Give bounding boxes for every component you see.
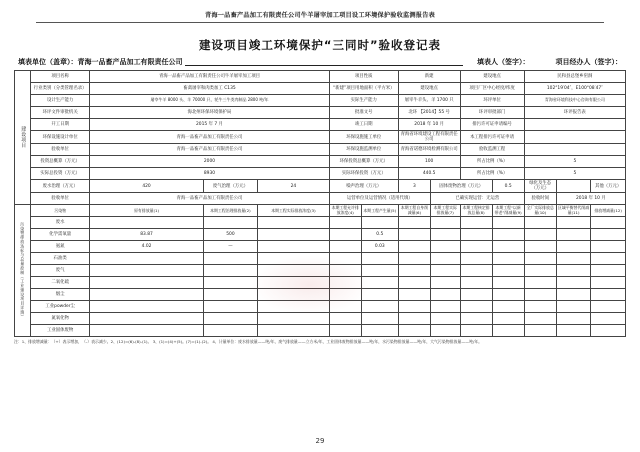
pollutant-cell [398,313,430,325]
col-header-generated: 本期工程产生量(5) [361,205,398,217]
pollutant-cell [203,253,257,265]
cell [492,217,524,229]
pollutant-cell [258,289,330,301]
pollutant-cell [398,229,430,241]
pollutant-cell [492,301,524,313]
pollutant-cell [524,313,556,325]
filler-unit-label: 填表单位（盖章）：青海一品畜产品加工有限责任公司 [18,58,183,66]
cell [361,217,398,229]
table-row [15,131,626,144]
pollutant-cell [258,313,330,325]
pollutant-cell [258,301,330,313]
table-row [15,95,626,107]
pollutant-cell [398,289,430,301]
pollutant-cell [556,253,591,265]
pollutant-cell [361,313,398,325]
pollutant-header-row [15,205,626,217]
table-row [15,313,626,325]
cell-value-permit-apply [524,131,625,144]
table-row [15,253,626,265]
pollutant-cell [492,277,524,289]
cell-label-acceptance-time: 验收时间 [524,193,556,205]
pollutant-cell [90,325,204,337]
pollutant-cell [492,265,524,277]
table-row [15,289,626,301]
cell-label-solid-waste-cost: 固体废物治理（万元） [430,180,492,193]
cell-value-acceptance-unit2: 青海一品畜产品加工有限责任公司 [90,193,329,205]
pollutant-cell [203,301,257,313]
col-header-new-for-old: 本期工程“以新带老”削减量(9) [492,205,524,217]
pollutant-section-wastewater: 废水 [31,217,90,229]
pollutant-cell [524,289,556,301]
project-agent-label: 项目经办人（签字）： [555,58,622,66]
cell-value-greening-cost [556,180,591,193]
cell-label-construct-unit: 环保设施施工单位 [329,131,398,144]
pollutant-cell [460,301,492,313]
cell-value-design-capacity: 屠宰牛羊 8000 头、羊 70000 只、牦牛三牛类肉制品 2800 吨/年 [90,95,329,107]
cell-label-noise-cost: 噪声治理（万元） [329,180,398,193]
cell-label-total-budget: 投资总概算（万元） [31,156,90,168]
cell [460,217,492,229]
cell-value-construct-unit: 青海省环境建设工程有限责任公司 [398,131,460,144]
cell-value-land-area: 建设地点 [398,83,460,95]
cell-value-actual-env: 440.5 [398,168,460,180]
pollutant-cell [203,325,257,337]
table-row [15,119,626,131]
table-row [15,144,626,156]
cell-value-actual-total: 8930 [90,168,329,180]
pollutant-name: 工业powder尘 [31,301,90,313]
pollutant-name: 氮氧化物 [31,313,90,325]
filler-person-label: 填表人（签字）： [477,58,530,66]
pollutant-cell [524,253,556,265]
cell-label-coordinates: 项目厂区中心经度/纬度 [460,83,524,95]
col-header-self-reduce: 本期工程自身削减量(6) [398,205,430,217]
pollutant-cell [329,289,361,301]
pollutant-cell [329,313,361,325]
pollutant-cell [329,301,361,313]
pollutant-cell [398,301,430,313]
cell [203,217,257,229]
pollutant-cell [203,277,257,289]
running-header: 青海一品畜产品加工有限责任公司牛羊屠宰加工项目设工环境保护验收监测报告表 [205,12,435,19]
cell-value-acceptance-time: 2018 年 10 月 [556,193,625,205]
pollutant-cell [329,277,361,289]
cell-value-monitor-unit: 青海省诺德环境检测有限公司 [398,144,460,156]
pollutant-cell [591,325,626,337]
table-row [15,83,626,95]
cell-label-industry: 行业类别（分类管理名录） [31,83,90,95]
pollutant-cell [430,289,460,301]
row-group-build [15,71,31,205]
table-row [15,156,626,168]
cell-label-wastewater-cost: 废水治理（万元） [31,180,90,193]
cell-value-budget-ratio: 5 [524,156,625,168]
cell-value-approval-authority: 海北州环保环境保护局 [90,107,329,119]
pollutant-cell [492,229,524,241]
cell-label-acceptance-project: 验收监测工程 [460,144,524,156]
pollutant-cell [556,241,591,253]
pollutant-cell [460,313,492,325]
col-header-pollutant: 污染物 [31,205,90,217]
cell-label-start-date: 开工日期 [31,119,90,131]
pollutant-cell [90,265,204,277]
col-header-allowed-conc: 本期工程允许排放浓度(4) [329,205,361,217]
cell-label-acceptance-unit2: 验收单位 [31,193,90,205]
pollutant-cell [591,229,626,241]
cell-label-design-capacity: 设计生产能力 [31,95,90,107]
pollutant-cell [591,301,626,313]
pollutant-cell [430,241,460,253]
cell [591,217,626,229]
pollutant-cell [329,265,361,277]
cell-value-solid-waste-cost: 0.5 [492,180,524,193]
pollutant-cell [203,313,257,325]
cell-label-actual-env: 实际环保投资（万元） [329,168,398,180]
col-header-original: 原有排放量(1) [90,205,204,217]
pollutant-cell [492,241,524,253]
pollutant-cell [361,289,398,301]
col-header-actual-conc: 本期工程实际排放浓度(3) [258,205,330,217]
cell-label-env-budget: 环保投资总概算（万元） [329,156,398,168]
table-row [15,107,626,119]
header-divider [36,22,604,23]
cell-value-design-unit: 青海一品畜产品加工有限责任公司 [90,131,329,144]
table-row [15,193,626,205]
cell-label-budget-ratio: 所占比例（%） [460,156,524,168]
cell [398,217,430,229]
pollutant-section-row [15,217,626,229]
pollutant-cell [203,289,257,301]
pollutant-cell [524,229,556,241]
table-row [15,71,626,83]
cell-value-total-budget: 2000 [90,156,329,168]
cell-label-waste-gas-cost: 废气治理（万元） [203,180,257,193]
row-group-pollutant-label: 污染物排放达标与总量控制（工业建设项目详填） [20,221,26,319]
pollutant-cell [460,289,492,301]
signature-rule [185,64,464,66]
pollutant-name: 化学需氧量 [31,229,90,241]
table-row [15,241,626,253]
pollutant-cell [591,313,626,325]
pollutant-cell [361,325,398,337]
pollutant-name: 烟尘 [31,289,90,301]
cell-value-start-date: 2015 年 7 月 [90,119,329,131]
pollutant-cell [90,301,204,313]
cell-label-actual-capacity: 实际生产能力 [329,95,398,107]
cell-label-project-nature: 项目性质 [329,71,398,83]
col-header-treated: 本期工程治理排放量(2) [203,205,257,217]
cell-value-build-site: 民和县总堡乡窑洞 [524,71,625,83]
cell [258,217,330,229]
cell-value-waste-gas-cost: 24 [258,180,330,193]
table-row [15,325,626,337]
pollutant-cell [430,253,460,265]
pollutant-cell [430,265,460,277]
col-header-approved-total: 本期工程核定排放总量(8) [460,205,492,217]
pollutant-cell [460,241,492,253]
pollutant-cell [556,277,591,289]
cell-label-approval-authority: 环评文件审批机关 [31,107,90,119]
cell-value-project-name: 青海一品畜产品加工有限责任公司牛羊屠宰加工项目 [90,71,329,83]
pollutant-cell [361,265,398,277]
cell [430,217,460,229]
pollutant-cell: — [203,241,257,253]
pollutant-name: 石油类 [31,253,90,265]
pollutant-cell [524,301,556,313]
pollutant-cell [460,229,492,241]
cell-label-eia-type: 环评审批部门 [460,107,524,119]
pollutant-cell [556,301,591,313]
col-header-actual-emit: 本期工程实际排放量(7) [430,205,460,217]
pollutant-cell [524,241,556,253]
table-row [15,277,626,289]
pollutant-cell [492,313,524,325]
cell-value-project-nature: 新建 [398,71,460,83]
pollutant-cell [90,253,204,265]
cell-label-approval-doc: 批准文号 [329,107,398,119]
pollutant-cell [556,325,591,337]
pollutant-cell [90,313,204,325]
pollutant-name: 二氧化硫 [31,277,90,289]
pollutant-cell [460,265,492,277]
cell [90,217,204,229]
pollutant-cell [398,265,430,277]
cell-value-actual-capacity: 屠宰牛羊头、羊 1700 只 [398,95,460,107]
col-header-plant-total: 全厂实际排放总量(10) [524,205,556,217]
cell-label-design-unit: 环保设施设计单位 [31,131,90,144]
pollutant-cell [430,313,460,325]
pollutant-cell [361,253,398,265]
pollutant-cell [90,289,204,301]
cell [329,217,361,229]
pollutant-cell: 83.87 [90,229,204,241]
pollutant-cell: 500 [203,229,257,241]
pollutant-cell [524,265,556,277]
cell-value-coordinates: 102°19′04″，E100°08′47″ [524,83,625,95]
pollutant-cell [398,277,430,289]
pollutant-cell [329,325,361,337]
pollutant-cell [430,229,460,241]
pollutant-cell [258,229,330,241]
cell-value-eia-type: 环评报告表 [524,107,625,119]
cell [556,217,591,229]
cell-label-eia-unit: 环评单位 [460,95,524,107]
cell-value-actual-ratio: 5 [524,168,625,180]
cell-label-finish-date: 竣工日期 [329,119,398,131]
table-footnotes: 注：1、排放增减量：（+）表示增加，（-）表示减少。2、(12)=(6)-(8)-(1)。 3、(1)=(4)+(5)。(7)=(1)-(2)。 4、计量单位：废水排放量——吨/年，废气排放量——立方米/年，工业固体废物排放量——吨/年，水污染物排放量——吨/年，大气污染物排放量——吨/年。 [14,339,483,345]
cell-label-permit-number: 排污许可证申请编号 [460,119,524,131]
cell-value-acceptance-unit: 青海一品畜产品加工有限责任公司 [90,144,329,156]
cell-label-other-cost: 其他（万元） [591,180,626,193]
table-row [15,301,626,313]
pollutant-cell [460,253,492,265]
table-row [15,180,626,193]
cell-value-eia-unit: 青海省环境科技中心咨询有限公司 [524,95,625,107]
pollutant-cell [492,253,524,265]
form-signature-line [18,57,622,67]
pollutant-cell [556,265,591,277]
cell-label-greening-cost: 绿化及生态（万元） [524,180,556,193]
pollutant-cell [398,325,430,337]
table-row [15,168,626,180]
cell-value-permit-number [524,119,625,131]
pollutant-cell [329,253,361,265]
page-title: 建设项目竣工环境保护“三同时”验收登记表 [198,38,442,52]
cell-value-wastewater-cost: 420 [90,180,204,193]
cell-label-operation-unit: 运营单位及运营情况（适用代填） [329,193,430,205]
cell-label-build-site: 建设地点 [460,71,524,83]
cell-label-project-name: 项目名称 [31,71,90,83]
pollutant-cell [258,277,330,289]
cell-label-actual-total: 实际总投资（万元） [31,168,90,180]
row-group-pollutant [15,205,31,337]
pollutant-cell: 4.02 [90,241,204,253]
pollutant-cell [460,325,492,337]
table-row [15,229,626,241]
pollutant-cell [361,301,398,313]
pollutant-cell [430,325,460,337]
pollutant-name: 工业固体废物 [31,325,90,337]
pollutant-cell: 0.5 [361,229,398,241]
cell-label-acceptance-unit: 验收单位 [31,144,90,156]
cell-value-approval-doc: 北环 【2014】55 号 [398,107,460,119]
page-number: 29 [315,437,325,445]
cell-label-permit-apply: 本工程排污许可证申请 [460,131,524,144]
pollutant-cell [258,241,330,253]
cell-label-land-area: “新建”项目用地面积（平方米） [329,83,398,95]
pollutant-cell [591,289,626,301]
pollutant-cell [524,325,556,337]
pollutant-cell [460,277,492,289]
cell-value-noise-cost: 3 [398,180,430,193]
pollutant-cell [430,277,460,289]
pollutant-cell [398,241,430,253]
cell-value-industry: 畜禽屠宰和肉类加工 C135 [90,83,329,95]
pollutant-cell [492,325,524,337]
pollutant-cell [556,229,591,241]
pollutant-cell [492,289,524,301]
pollutant-name: 氨氮 [31,241,90,253]
col-header-delta: 排放增减量(12) [591,205,626,217]
cell-value-finish-date: 2018 年 10 月 [398,119,460,131]
pollutant-cell [203,265,257,277]
cell-label-actual-ratio: 所占比例（%） [460,168,524,180]
cell-value-env-budget: 100 [398,156,460,168]
verification-registration-table [14,70,626,337]
row-group-build-label: 建设项目 [20,125,27,148]
pollutant-cell [556,289,591,301]
pollutant-cell [258,253,330,265]
pollutant-cell [361,277,398,289]
pollutant-cell [591,253,626,265]
pollutant-cell [430,301,460,313]
table-row [15,265,626,277]
pollutant-cell [591,241,626,253]
pollutant-name: 废气 [31,265,90,277]
cell [524,217,556,229]
pollutant-cell: 0.03 [361,241,398,253]
pollutant-cell [398,253,430,265]
cell-value-operation-unit: 已确实现运营：无运营 [430,193,524,205]
pollutant-cell [524,277,556,289]
pollutant-cell [591,277,626,289]
col-header-region-offset: 区域平衡替代削减量(11) [557,205,590,215]
pollutant-cell [591,265,626,277]
pollutant-cell [329,241,361,253]
pollutant-cell [329,229,361,241]
pollutant-cell [90,277,204,289]
pollutant-cell [556,313,591,325]
cell-label-monitor-unit: 环保设施监测单位 [329,144,398,156]
pollutant-cell [258,325,330,337]
pollutant-cell [258,265,330,277]
cell-value-acceptance-project [524,144,625,156]
